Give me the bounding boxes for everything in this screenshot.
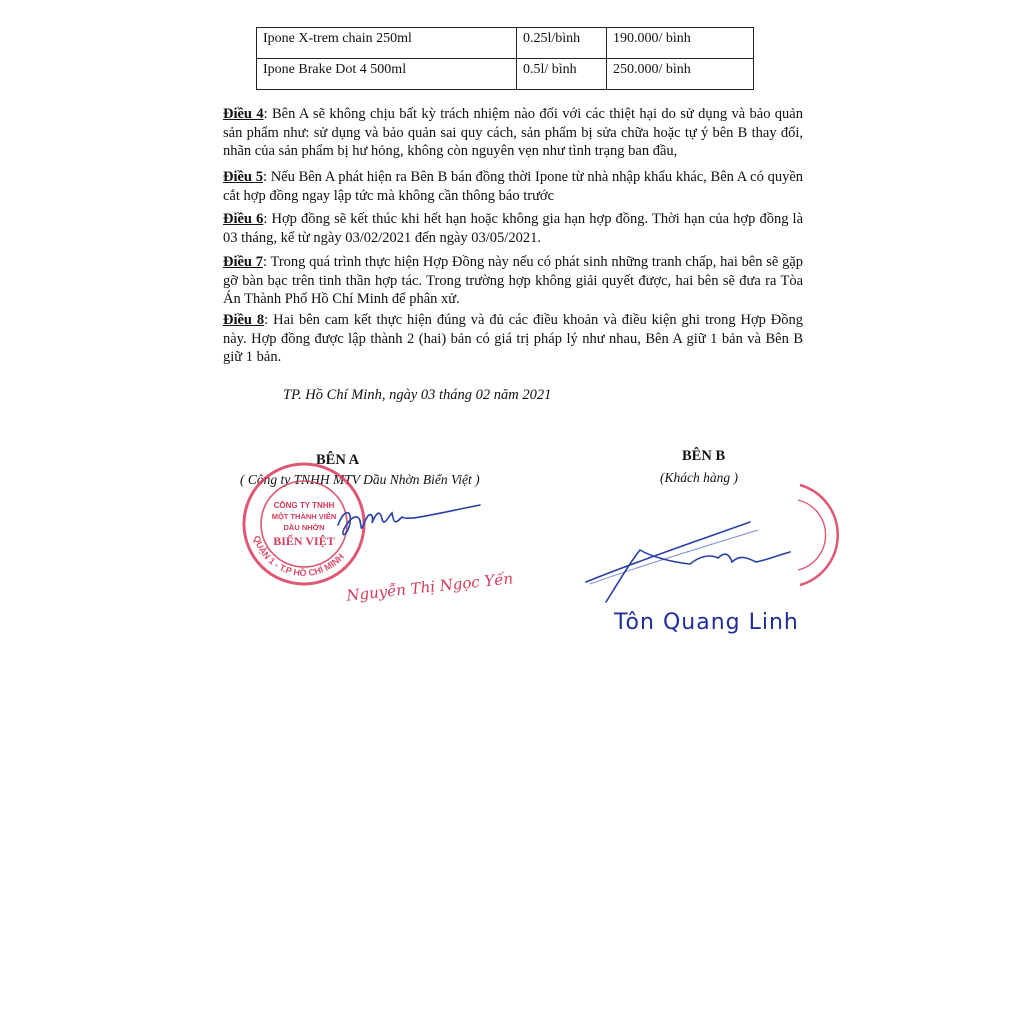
party-a-title: BÊN A xyxy=(316,452,360,468)
product-name-cell: Ipone Brake Dot 4 500ml xyxy=(257,59,517,90)
clause-text: Hợp đồng sẽ kết thúc khi hết hạn hoặc không gia hạn hợp đồng. Thời hạn của hợp đồng là 03 tháng, kể từ ngày 03/02/2021 đến ngày 03/05/2021. xyxy=(223,211,804,246)
products-table xyxy=(256,27,754,90)
party-a-signer-name: Nguyễn Thị Ngọc Yến xyxy=(345,569,514,605)
product-name-cell: Ipone X-trem chain 250ml xyxy=(257,28,517,59)
clause-sep: : xyxy=(263,106,268,122)
clause-8 xyxy=(223,311,803,367)
stamp-ring-text: QUẬN 1 - T.P HỒ CHÍ MINH xyxy=(251,534,346,579)
clause-7 xyxy=(223,253,803,309)
stamp-line-3: DẦU NHỜN xyxy=(283,523,325,532)
table-row xyxy=(257,59,754,90)
product-price-cell: 190.000/ bình xyxy=(607,28,754,59)
clause-5 xyxy=(223,168,803,205)
signing-date: TP. Hồ Chí Minh, ngày 03 tháng 02 năm 2021 xyxy=(283,387,552,403)
stamp-line-4: BIỂN VIỆT xyxy=(273,534,335,548)
clause-title: Điều 8 xyxy=(223,312,265,328)
stamp-line-2: MỘT THÀNH VIÊN xyxy=(271,512,337,521)
clause-title: Điều 4 xyxy=(223,106,264,122)
clause-sep: : xyxy=(264,312,269,328)
product-volume-cell: 0.25l/bình xyxy=(517,28,607,59)
party-b-signature xyxy=(580,520,820,610)
clause-text: Bên A sẽ không chịu bất kỳ trách nhiệm nào đối với các thiệt hại do sử dụng và bảo quản sản phẩm như: sử dụng và bảo quản sai quy cách, sản phẩm bị sửa chữa hoặc tự ý bên B thay đổi, nhãn của sản phẩm bị hư hỏng, không còn nguyên vẹn như tình trạng ban đầu, xyxy=(223,106,803,159)
clause-6 xyxy=(223,210,803,247)
party-b-title: BÊN B xyxy=(682,448,726,464)
product-volume-cell: 0.5l/ bình xyxy=(517,59,607,90)
clause-text: Nếu Bên A phát hiện ra Bên B bán đồng thời Ipone từ nhà nhập khẩu khác, Bên A có quyền cắt hợp đồng ngay lập tức mà không cần thông báo trước xyxy=(223,169,804,204)
clause-sep: : xyxy=(263,211,268,227)
table-row xyxy=(257,28,754,59)
stamp-line-1: CÔNG TY TNHH xyxy=(273,501,335,510)
clause-title: Điều 5 xyxy=(223,169,263,185)
party-b-subtitle: (Khách hàng ) xyxy=(660,470,738,485)
clause-sep: : xyxy=(262,254,268,270)
clause-sep: : xyxy=(262,169,267,185)
clause-4 xyxy=(223,105,803,161)
party-a-signature xyxy=(330,495,490,555)
clause-text: Hai bên cam kết thực hiện đúng và đủ các điều khoản và điều kiện ghi trong Hợp Đồng này. Hợp đồng được lập thành 2 (hai) bản có giá trị pháp lý như nhau, Bên A giữ 1 bản và Bên B giữ 1 bản. xyxy=(223,312,804,365)
party-b-signer-name: Tôn Quang Linh xyxy=(614,610,799,635)
party-a-subtitle: ( Công ty TNHH MTV Dầu Nhờn Biển Việt ) xyxy=(240,472,480,487)
clause-title: Điều 7 xyxy=(223,254,263,270)
clause-title: Điều 6 xyxy=(223,211,264,227)
product-price-cell: 250.000/ bình xyxy=(607,59,754,90)
clause-text: Trong quá trình thực hiện Hợp Đồng này nếu có phát sinh những tranh chấp, hai bên sẽ gặp gỡ bàn bạc trên tinh thần hợp tác. Trong trường hợp không giải quyết được, hai bên sẽ đưa ra Tòa Án Thành Phố Hồ Chí Minh để phân xử. xyxy=(223,254,804,307)
